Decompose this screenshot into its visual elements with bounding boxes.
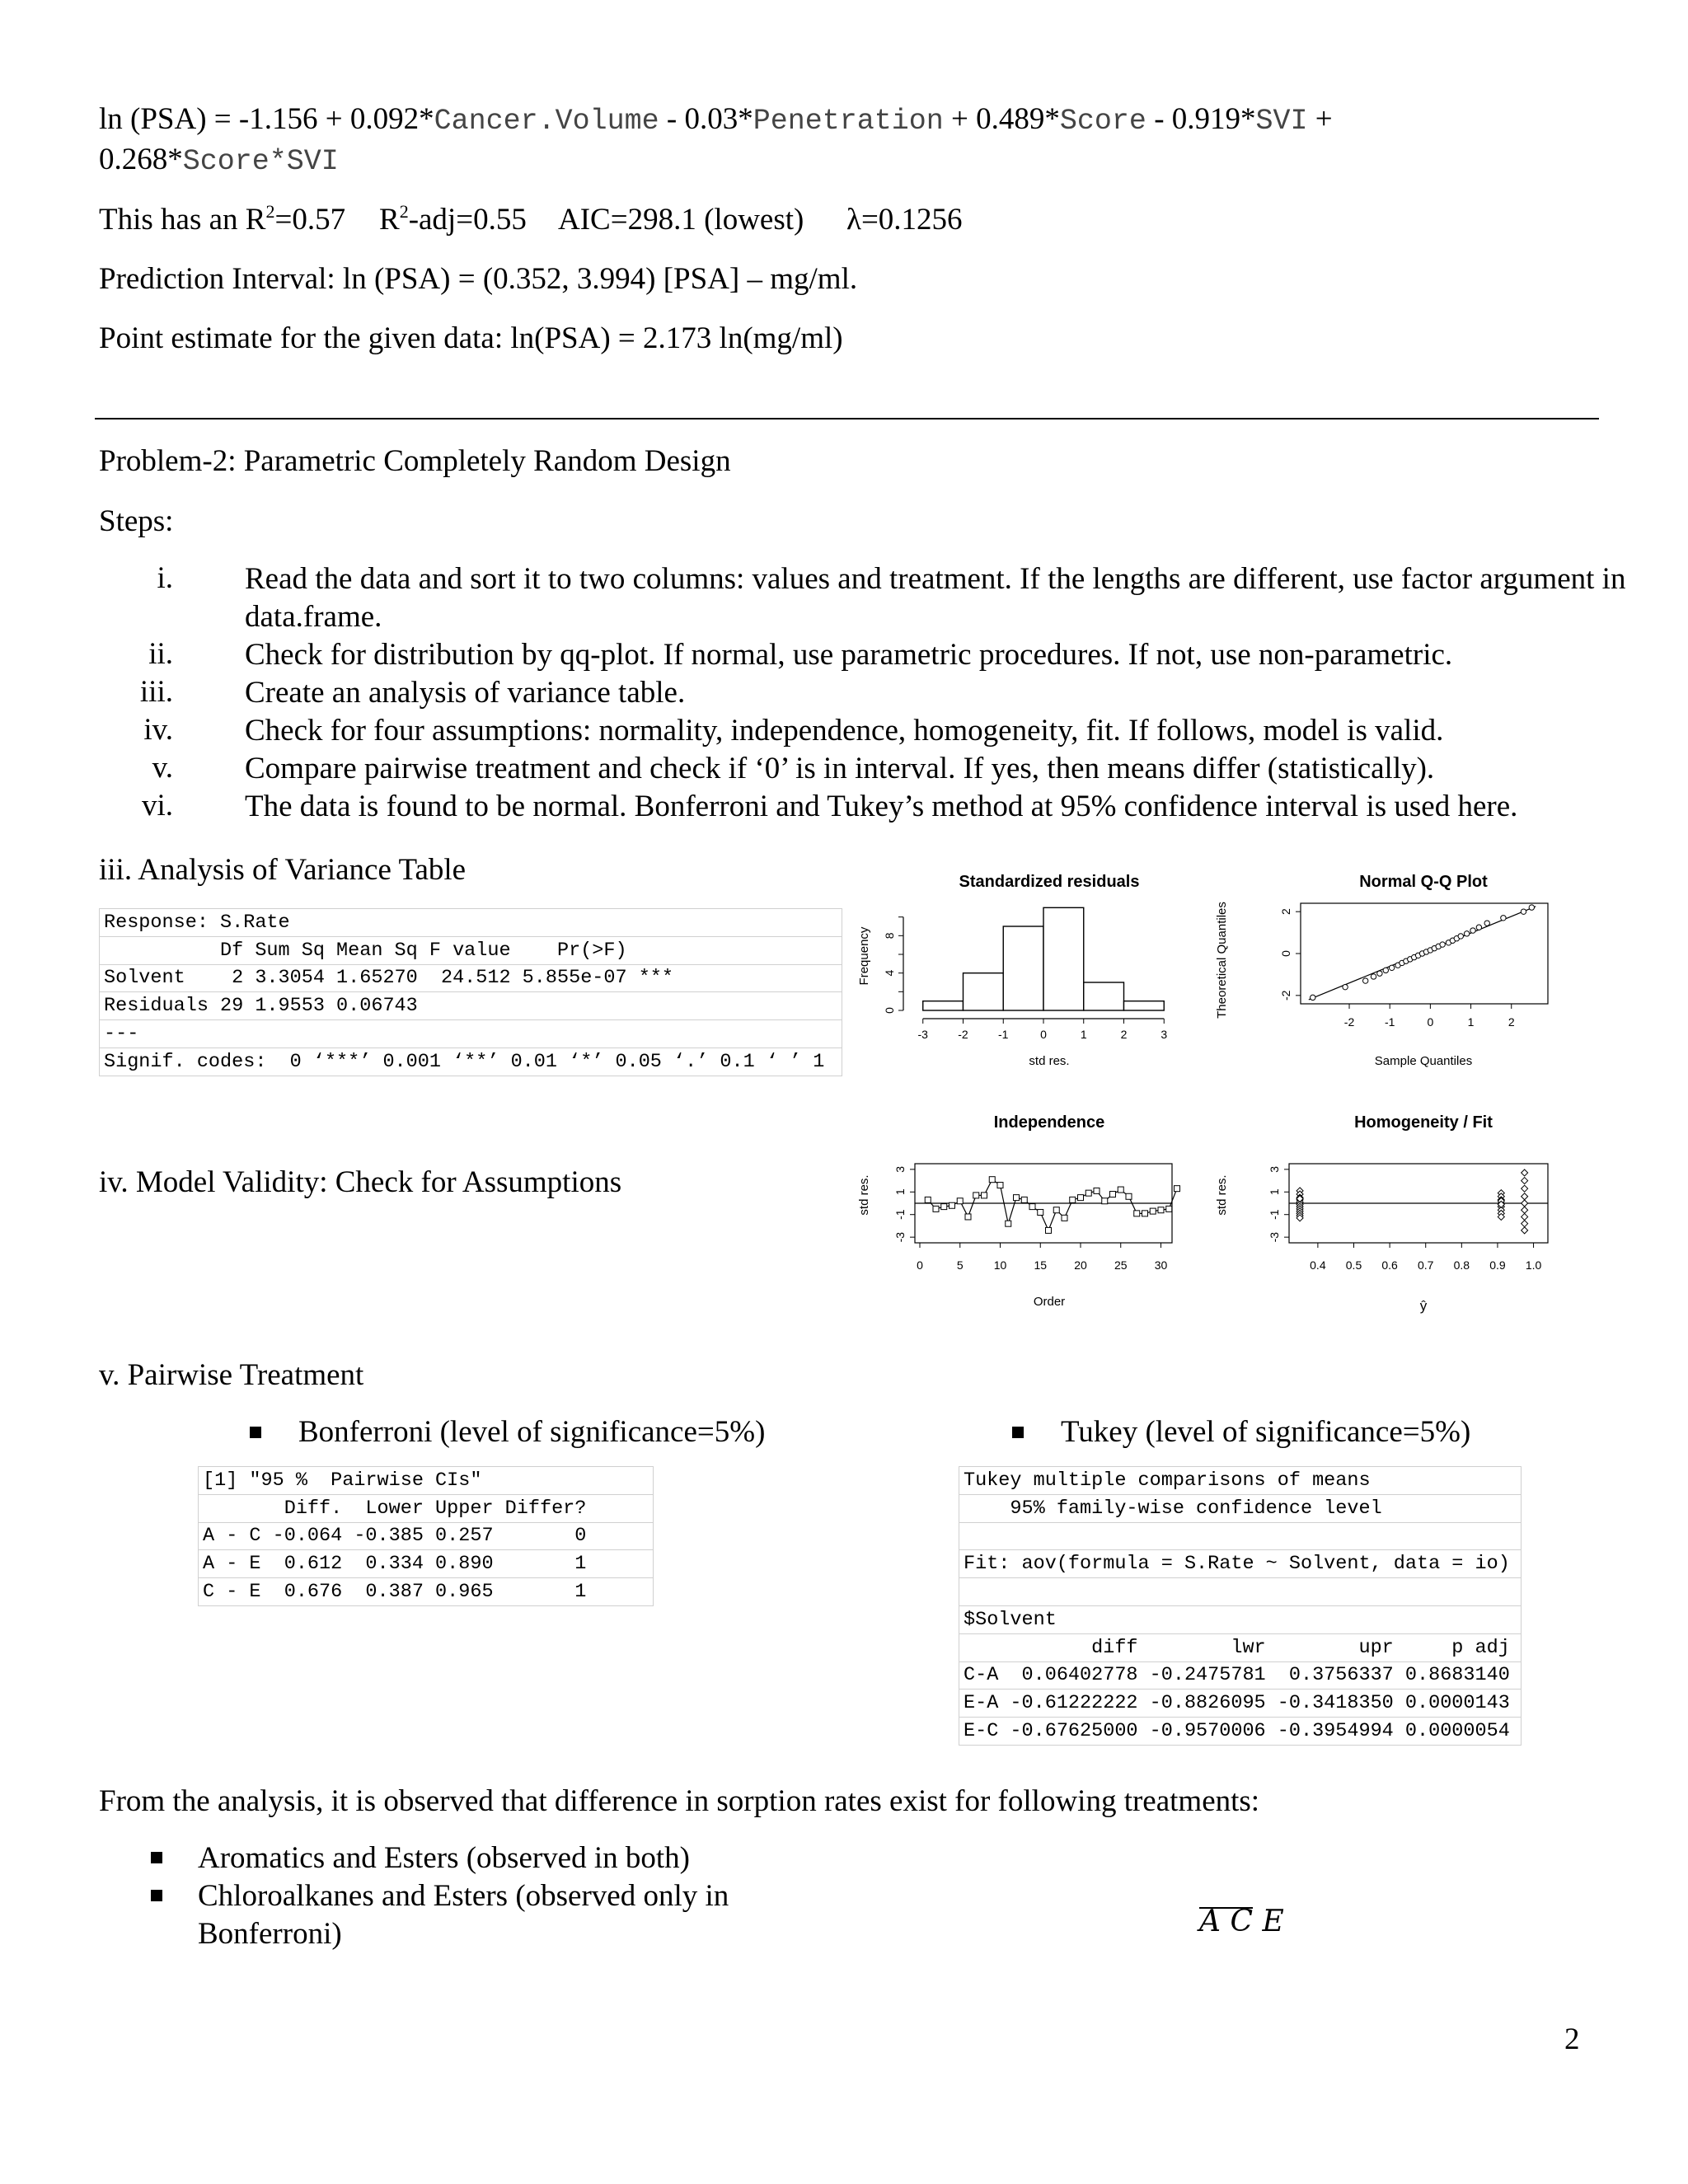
table-row: diff lwr upr p adj xyxy=(959,1633,1522,1661)
tick-label: 25 xyxy=(1114,1258,1128,1272)
page-number: 2 xyxy=(1564,2022,1580,2056)
tick-label: 2 xyxy=(1507,1015,1515,1029)
anova-heading: iii. Analysis of Variance Table xyxy=(99,853,467,887)
tick-label: 1 xyxy=(893,1188,907,1196)
conclusion-text: From the analysis, it is observed that difference in sorption rates exist for following treatments: xyxy=(99,1784,1260,1818)
data-point xyxy=(1029,1204,1035,1210)
data-point xyxy=(1102,1198,1108,1204)
tick-label: 0.7 xyxy=(1417,1258,1434,1272)
homogeneity-panel xyxy=(1215,1113,1548,1314)
data-point xyxy=(1021,1197,1027,1202)
table-row: $Solvent xyxy=(959,1605,1522,1633)
data-point xyxy=(1371,974,1376,979)
y-axis-label: std res. xyxy=(857,1174,871,1216)
data-point xyxy=(933,1206,939,1212)
mean-grouping: A C E xyxy=(1199,1905,1284,1938)
data-point xyxy=(1522,1221,1528,1227)
y-axis-label: Frequency xyxy=(857,926,871,986)
data-point xyxy=(989,1177,995,1183)
table-row: Df Sum Sq Mean Sq F value Pr(>F) xyxy=(100,936,842,964)
data-point xyxy=(1046,1227,1052,1233)
data-point xyxy=(1158,1207,1164,1213)
prediction-interval: Prediction Interval: ln (PSA) = (0.352, 3.994) [PSA] – mg/ml. xyxy=(99,262,858,296)
tick-label: 0.9 xyxy=(1489,1258,1506,1272)
tick-label: -1 xyxy=(998,1028,1009,1041)
data-point xyxy=(1522,1185,1528,1192)
bullet-icon xyxy=(250,1427,261,1438)
table-row: C - E 0.676 0.387 0.965 1 xyxy=(199,1578,654,1606)
conclusion-bullet-2-cont: Bonferroni) xyxy=(198,1917,342,1951)
table-row: Residuals 29 1.9553 0.06743 xyxy=(100,992,842,1020)
table-row: Response: S.Rate xyxy=(100,909,842,937)
chart-title: Normal Q-Q Plot xyxy=(1359,873,1488,891)
table-row: C-A 0.06402778 -0.2475781 0.3756337 0.8683140 xyxy=(959,1661,1522,1690)
x-axis-label: Order xyxy=(1033,1295,1066,1309)
data-point xyxy=(1522,1207,1528,1213)
chart-title: Homogeneity / Fit xyxy=(1354,1113,1493,1132)
table-row: --- xyxy=(100,1020,842,1048)
histogram-bar xyxy=(1043,907,1084,1010)
conclusion-bullet-1: Aromatics and Esters (observed in both) xyxy=(198,1841,690,1875)
regression-equation-line2: 0.268*Score*SVI xyxy=(99,143,339,178)
tick-label: -2 xyxy=(958,1028,968,1041)
steps-label: Steps: xyxy=(99,504,174,538)
point-estimate: Point estimate for the given data: ln(PSA) = 2.173 ln(mg/ml) xyxy=(99,321,843,355)
tick-label: 3 xyxy=(1268,1165,1281,1173)
tukey-label: Tukey (level of significance=5%) xyxy=(1061,1415,1471,1449)
table-row: [1] "95 % Pairwise CIs" xyxy=(199,1467,654,1495)
model-stats: This has an $R^2=0.57$ xyxy=(99,201,346,237)
data-point xyxy=(1440,942,1445,947)
model-stats-r2adj: $R^2-adj=0.55$ xyxy=(379,201,527,237)
data-point xyxy=(1343,984,1348,989)
tick-label: 30 xyxy=(1154,1258,1168,1272)
table-row: E-A -0.61222222 -0.8826095 -0.3418350 0.0000143 xyxy=(959,1690,1522,1718)
data-point xyxy=(1522,1169,1528,1176)
conclusion-bullet-2: Chloroalkanes and Esters (observed only in xyxy=(198,1879,729,1913)
data-point xyxy=(1070,1197,1076,1202)
tick-label: 0 xyxy=(1279,950,1292,957)
data-point xyxy=(941,1204,947,1210)
tick-label: -3 xyxy=(893,1231,907,1243)
tick-label: -1 xyxy=(1384,1015,1395,1029)
data-point xyxy=(1053,1207,1059,1213)
bonferroni-label: Bonferroni (level of significance=5%) xyxy=(298,1415,766,1449)
data-point xyxy=(1529,905,1534,910)
tick-label: 1.0 xyxy=(1525,1258,1542,1272)
data-point xyxy=(1476,925,1481,930)
tick-label: 20 xyxy=(1074,1258,1087,1272)
data-point xyxy=(965,1214,971,1220)
data-point xyxy=(1062,1215,1067,1221)
tick-label: -1 xyxy=(1268,1209,1281,1220)
section-divider xyxy=(95,418,1599,419)
tick-label: 0 xyxy=(1427,1015,1434,1029)
table-row: A - E 0.612 0.334 0.890 1 xyxy=(199,1550,654,1578)
data-point xyxy=(1377,971,1382,976)
tick-label: 4 xyxy=(883,969,896,977)
data-point xyxy=(1126,1193,1132,1199)
model-stats-aic: AIC=298.1 (lowest) xyxy=(558,203,804,237)
data-point xyxy=(1038,1209,1043,1215)
table-row xyxy=(959,1578,1522,1606)
x-axis-label: std res. xyxy=(1029,1054,1070,1068)
validity-heading: iv. Model Validity: Check for Assumptions xyxy=(99,1165,622,1199)
data-point xyxy=(1311,995,1315,1000)
tick-label: 1 xyxy=(1467,1015,1475,1029)
data-point xyxy=(1522,1213,1528,1220)
qq-plot-panel xyxy=(1215,873,1548,1068)
tick-label: 0 xyxy=(883,1007,896,1014)
histogram-bar xyxy=(923,1001,964,1010)
data-point xyxy=(1085,1190,1091,1196)
data-point xyxy=(1522,1193,1528,1200)
table-row: Solvent 2 3.3054 1.65270 24.512 5.855e-07 *** xyxy=(100,964,842,992)
table-row: 95% family-wise confidence level xyxy=(959,1494,1522,1522)
tick-label: 0.4 xyxy=(1310,1258,1326,1272)
table-row: Tukey multiple comparisons of means xyxy=(959,1467,1522,1495)
table-row: Diff. Lower Upper Differ? xyxy=(199,1494,654,1522)
data-point xyxy=(1118,1187,1123,1193)
data-point xyxy=(1522,1200,1528,1207)
bullet-icon xyxy=(151,1890,162,1901)
tick-label: 0.5 xyxy=(1345,1258,1362,1272)
data-point xyxy=(1078,1195,1084,1201)
data-point xyxy=(1389,965,1394,970)
series-line xyxy=(928,1179,1177,1230)
histogram-bar xyxy=(964,973,1004,1010)
anova-table xyxy=(99,908,842,1076)
tick-label: 10 xyxy=(993,1258,1007,1272)
tick-label: 0 xyxy=(917,1258,923,1272)
tick-label: -3 xyxy=(1268,1231,1281,1243)
tick-label: 0.6 xyxy=(1381,1258,1398,1272)
bullet-icon xyxy=(1012,1427,1024,1438)
table-row xyxy=(959,1522,1522,1550)
data-point xyxy=(982,1193,987,1198)
data-point xyxy=(950,1202,955,1208)
data-point xyxy=(1150,1208,1156,1214)
data-point xyxy=(1383,968,1388,972)
x-axis-label: Sample Quantiles xyxy=(1374,1054,1473,1068)
table-row: E-C -0.67625000 -0.9570006 -0.3954994 0.0000054 xyxy=(959,1718,1522,1746)
table-row: A - C -0.064 -0.385 0.257 0 xyxy=(199,1522,654,1550)
tick-label: -3 xyxy=(917,1028,928,1041)
x-axis-label: ŷ xyxy=(1419,1298,1428,1314)
chart-title: Independence xyxy=(993,1113,1105,1132)
data-point xyxy=(1484,921,1489,926)
table-row: Fit: aov(formula = S.Rate ~ Solvent, data = io) xyxy=(959,1550,1522,1578)
data-point xyxy=(1521,909,1526,914)
tick-label: -2 xyxy=(1279,990,1292,1001)
tick-label: 15 xyxy=(1034,1258,1048,1272)
data-point xyxy=(1501,916,1506,921)
data-point xyxy=(1470,928,1475,933)
y-axis-label: std res. xyxy=(1215,1174,1229,1216)
data-point xyxy=(1362,978,1367,983)
y-axis-label: Theoretical Quantiles xyxy=(1215,902,1229,1019)
data-point xyxy=(957,1198,963,1204)
data-point xyxy=(973,1193,979,1198)
independence-panel xyxy=(857,1113,1180,1309)
problem-title: Problem-2: Parametric Completely Random Design xyxy=(99,444,731,478)
tick-label: 3 xyxy=(1160,1028,1168,1041)
data-point xyxy=(1110,1192,1116,1197)
tukey-table xyxy=(959,1466,1522,1746)
data-point xyxy=(925,1197,931,1202)
data-point xyxy=(1175,1186,1180,1192)
tick-label: 1 xyxy=(1080,1028,1087,1041)
histogram-bar xyxy=(1084,982,1124,1010)
diagnostic-plots xyxy=(849,865,1574,1327)
tick-label: 0 xyxy=(1040,1028,1047,1041)
data-point xyxy=(1134,1211,1140,1216)
data-point xyxy=(1094,1188,1100,1193)
data-point xyxy=(1464,931,1469,936)
grouping-underline-ac: A C xyxy=(1199,1905,1253,1938)
tick-label: 0.8 xyxy=(1453,1258,1470,1272)
data-point xyxy=(997,1183,1003,1188)
regression-equation-line1: ln (PSA) = -1.156 + 0.092*Cancer.Volume - 0.03*Penetration + 0.489*Score - 0.919*SVI + xyxy=(99,102,1333,138)
model-stats-lambda: λ=0.1256 xyxy=(846,203,963,237)
histogram-panel xyxy=(857,873,1167,1068)
tick-label: -1 xyxy=(893,1209,907,1220)
pairwise-heading: v. Pairwise Treatment xyxy=(99,1358,364,1392)
tick-label: 2 xyxy=(1120,1028,1128,1041)
histogram-bar xyxy=(1003,926,1043,1010)
tick-label: 8 xyxy=(883,932,896,940)
data-point xyxy=(1006,1221,1011,1226)
tick-label: 3 xyxy=(893,1165,907,1173)
bonferroni-table xyxy=(198,1466,654,1606)
bullet-icon xyxy=(151,1852,162,1863)
steps-list: i. Read the data and sort it to two columns: values and treatment. If the lengths are different, use factor argument in data.frame. ii. Check for distribution by qq-plot. If normal, use parametric procedures. If not, use non-parametric. iii. Create an analysis of variance table. iv. Check for four assumptions: normality, independence, homogeneity, fit. If follows, model is valid. v. Compare pairwise treatment and check if ‘0’ is in interval. If yes, then means differ (statistically). vi. The data is found to be normal. Bonferroni and Tukey’s method at 95% confidence interval is used here. xyxy=(139,561,1626,823)
tick-label: 2 xyxy=(1279,908,1292,916)
tick-label: -2 xyxy=(1343,1015,1355,1029)
data-point xyxy=(1142,1211,1148,1216)
histogram-bar xyxy=(1124,1001,1165,1010)
table-row: Signif. codes: 0 ‘***’ 0.001 ‘**’ 0.01 ‘*’ 0.05 ‘.’ 0.1 ‘ ’ 1 xyxy=(100,1047,842,1076)
data-point xyxy=(1014,1195,1020,1201)
data-point xyxy=(1166,1206,1172,1212)
data-point xyxy=(1522,1178,1528,1184)
chart-title: Standardized residuals xyxy=(959,873,1140,891)
tick-label: 1 xyxy=(1268,1188,1281,1196)
tick-label: 5 xyxy=(956,1258,964,1272)
data-point xyxy=(1458,934,1463,939)
data-point xyxy=(1522,1227,1528,1234)
